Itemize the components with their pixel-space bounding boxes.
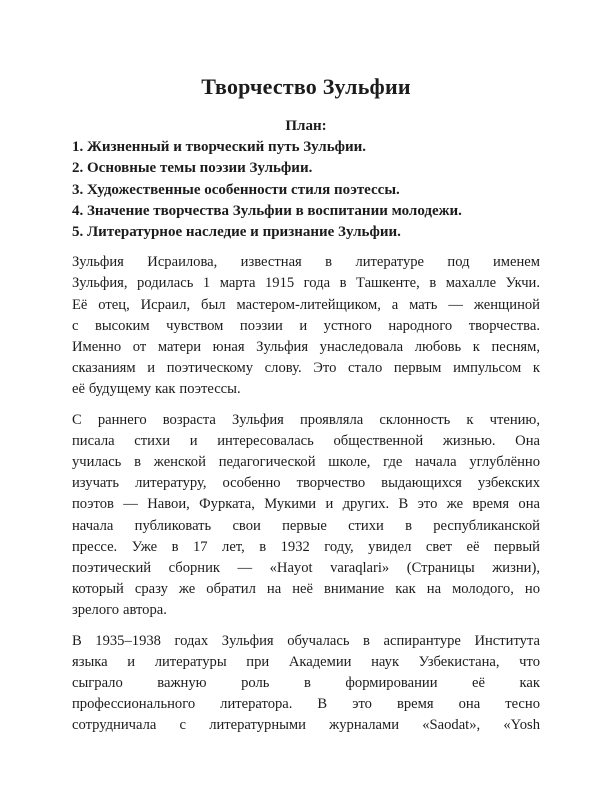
text-line: начала публиковать свои первые стихи в республиканской [72, 517, 540, 534]
plan-item-5: 5. Литературное наследие и признание Зульфии. [72, 224, 401, 241]
text-line: прессе. Уже в 17 лет, в 1932 году, увидел свет её первый [72, 538, 540, 555]
text-line: зрелого автора. [72, 602, 167, 619]
paragraph-early-creative-path [72, 410, 540, 622]
text-line: который сразу же обратил на неё внимание как на молодого, но [72, 581, 540, 598]
text-line: поэтический сборник — «Hayot varaqlari» (Страницы жизни), [72, 560, 540, 577]
paragraph-graduate-studies [72, 631, 540, 737]
text-line: с высоким чувством поэзии и устного народного творчества. [72, 317, 540, 334]
text-line: сказаниям и поэтическому слову. Это стало первым импульсом к [72, 360, 540, 377]
plan-item-1: 1. Жизненный и творческий путь Зульфии. [72, 139, 367, 156]
text-line: Зульфия, родилась 1 марта 1915 года в Ташкенте, в махалле Укчи. [72, 275, 540, 292]
text-line: Зульфия Исраилова, известная в литературе под именем [72, 254, 540, 271]
text-line: Именно от матери юная Зульфия унаследовала любовь к песням, [72, 339, 540, 356]
document-title: Творчество Зульфии [201, 74, 411, 99]
text-line: Её отец, Исраил, был мастером-литейщиком, а мать — женщиной [72, 296, 540, 313]
text-line: профессионального литератора. В это время она тесно [72, 696, 540, 713]
text-line: сыграло важную роль в формировании её как [72, 675, 540, 692]
text-line: изучать литературу, особенно творчество выдающихся узбекских [72, 475, 540, 492]
text-line: С раннего возраста Зульфия проявляла склонность к чтению, [72, 411, 540, 428]
plan-item-3: 3. Художественные особенности стиля поэтессы. [72, 181, 400, 198]
plan-heading: План: [285, 118, 327, 134]
text-line: сотрудничала с литературными журналами «Saodat», «Yosh [72, 717, 540, 734]
plan-item-2: 2. Основные темы поэзии Зульфии. [72, 160, 313, 177]
plan-list [72, 137, 540, 243]
paragraph-biography-intro [72, 252, 540, 400]
text-line: училась в женской педагогической школе, где начала углублённо [72, 454, 540, 471]
text-line: поэтов — Навои, Фурката, Мукими и других. В это же время она [72, 496, 540, 513]
text-line: В 1935–1938 годах Зульфия обучалась в аспирантуре Института [72, 632, 540, 649]
text-line: её будущему как поэтессы. [72, 381, 241, 398]
text-line: писала стихи и интересовалась общественной жизнью. Она [72, 432, 540, 449]
plan-item-4: 4. Значение творчества Зульфии в воспитании молодежи. [72, 202, 462, 219]
text-line: языка и литературы при Академии наук Узбекистана, что [72, 653, 540, 670]
